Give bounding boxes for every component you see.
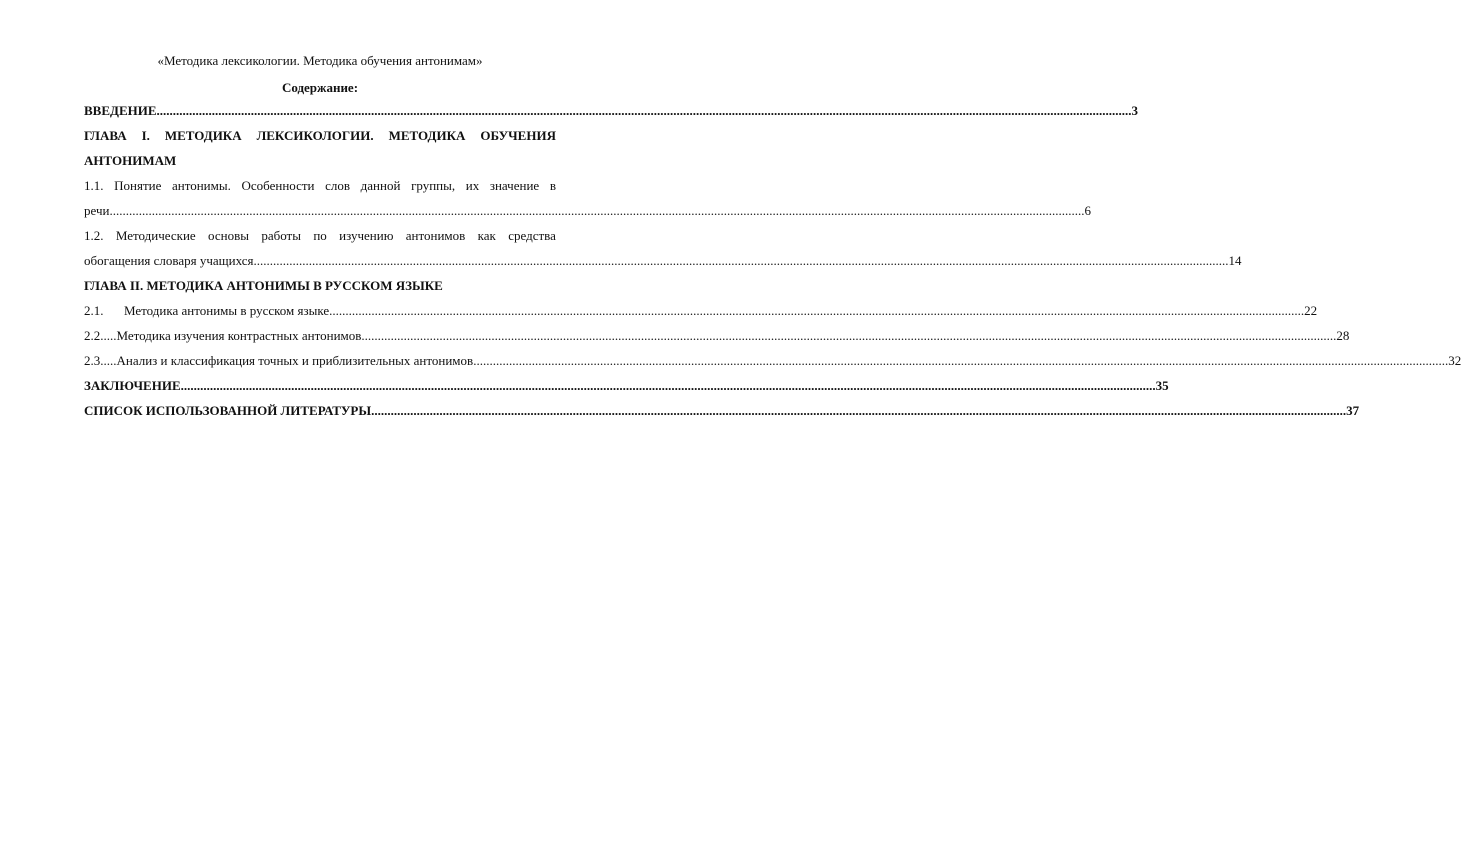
toc-word: изучению	[339, 228, 394, 243]
toc-word: основы	[208, 228, 249, 243]
toc-word: МЕТОДИКА	[388, 128, 466, 143]
toc-word: ЛЕКСИКОЛОГИИ.	[256, 128, 374, 143]
table-of-contents	[84, 102, 1461, 427]
toc-entry-label: ВВЕДЕНИЕ	[84, 103, 157, 118]
toc-entry-label: СПИСОК ИСПОЛЬЗОВАННОЙ ЛИТЕРАТУРЫ	[84, 403, 372, 418]
toc-entry-number: 2.1.	[84, 303, 104, 318]
toc-word: ОБУЧЕНИЯ	[480, 128, 556, 143]
toc-entry-label: ГЛАВА II. МЕТОДИКА АНТОНИМЫ В РУССКОМ ЯЗЫКЕ	[84, 278, 443, 293]
toc-entry-page: 37	[1346, 403, 1360, 418]
toc-entry-page: 3	[1131, 103, 1139, 118]
toc-entry-chapter2	[84, 277, 556, 302]
toc-word: МЕТОДИКА	[164, 128, 242, 143]
toc-word: группы,	[411, 178, 456, 193]
dot-leader: ............................................................................................................................................................................................................................................................................................................	[180, 378, 1156, 393]
toc-word: по	[313, 228, 327, 243]
toc-word: работы	[261, 228, 301, 243]
chapter1-words	[84, 127, 556, 145]
toc-word: Методические	[115, 228, 196, 243]
toc-word: их	[465, 178, 480, 193]
toc-entry-page: 22	[1304, 303, 1318, 318]
toc-word: антонимов	[405, 228, 466, 243]
toc-entry-label: Методика антонимы в русском языке	[124, 303, 330, 318]
toc-entry-number: 2.3.....	[84, 353, 117, 368]
toc-entry-chapter1-line1	[84, 127, 556, 152]
toc-heading: Содержание:	[281, 80, 359, 95]
toc-entry-page: 32	[1448, 353, 1461, 368]
dot-leader: ............................................................................................................................................................................................................................................................................................................	[156, 103, 1132, 118]
dot-leader: ............................................................................................................................................................................................................................................................................................................	[473, 353, 1449, 368]
toc-entry-label: АНТОНИМАМ	[84, 153, 177, 168]
toc-entry-number: 2.2.....	[84, 328, 117, 343]
toc-entry-page: 28	[1336, 328, 1350, 343]
toc-word: значение	[489, 178, 540, 193]
toc-entry-intro	[84, 102, 1139, 127]
toc-entry-label: Методика изучения контрастных антонимов	[116, 328, 362, 343]
toc-entry-conclusion	[84, 377, 1169, 402]
dot-leader: ............................................................................................................................................................................................................................................................................................................	[109, 203, 1085, 218]
toc-word: Особенности	[241, 178, 315, 193]
dot-leader: ............................................................................................................................................................................................................................................................................................................	[371, 403, 1347, 418]
toc-entry-1-2-line2	[84, 252, 1242, 277]
toc-entry-label: обогащения словаря учащихся	[84, 253, 254, 268]
dot-leader: ............................................................................................................................................................................................................................................................................................................	[253, 253, 1229, 268]
dot-leader: ............................................................................................................................................................................................................................................................................................................	[329, 303, 1305, 318]
toc-entry-page: 14	[1228, 253, 1242, 268]
toc-word: как	[477, 228, 496, 243]
document-title: «Методика лексикологии. Методика обучения антонимам»	[157, 53, 483, 68]
toc-entry-1-1-line1	[84, 177, 556, 202]
toc-entry-1-2-line1	[84, 227, 556, 252]
toc-entry-label: речи	[84, 203, 110, 218]
toc-entry-references	[84, 402, 1360, 427]
toc-entry-number: 1.2.	[84, 228, 104, 243]
toc-entry-page: 6	[1084, 203, 1091, 218]
toc-word: I.	[141, 128, 150, 143]
dot-leader: ............................................................................................................................................................................................................................................................................................................	[361, 328, 1337, 343]
toc-word: данной	[360, 178, 401, 193]
toc-entry-2-1	[84, 302, 1318, 327]
toc-word: Понятие	[114, 178, 162, 193]
toc-entry-chapter1-line2	[84, 152, 556, 177]
toc-word: средства	[508, 228, 556, 243]
toc-entry-2-3	[84, 352, 1461, 377]
toc-entry-number: 1.1.	[84, 178, 104, 193]
toc-word: антонимы.	[171, 178, 231, 193]
toc-entry-1-1-line2	[84, 202, 1091, 227]
toc-entry-label: Анализ и классификация точных и приблизительных антонимов	[116, 353, 474, 368]
toc-word: слов	[325, 178, 351, 193]
toc-word: ГЛАВА	[84, 128, 127, 143]
toc-entry-label: ЗАКЛЮЧЕНИЕ	[84, 378, 181, 393]
toc-entry-2-2	[84, 327, 1350, 352]
toc-word: в	[549, 178, 556, 193]
toc-entry-page: 35	[1155, 378, 1169, 393]
